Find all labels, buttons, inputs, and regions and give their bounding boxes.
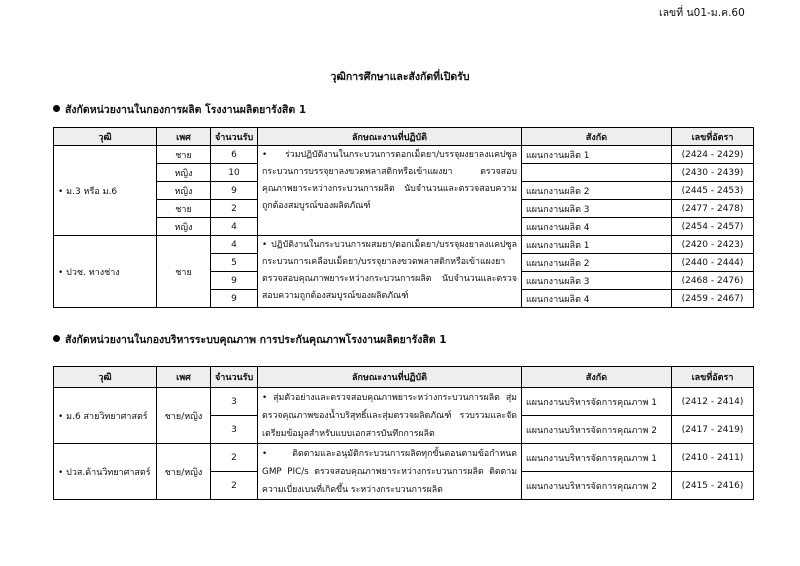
header-unit: สังกัด (522, 367, 672, 388)
qualification-cell: • ปวส.ด้านวิทยาศาสตร์ (54, 444, 157, 500)
table-header-row (54, 128, 754, 146)
rate-cell: (2412 - 2414) (672, 388, 754, 416)
duties-cell: • สุ่มตัวอย่างและตรวจสอบคุณภาพยาระหว่างกระบวนการผลิต สุ่มตรวจคุณภาพของน้ำบริสุทธิ์และสุ่มตรวจผลิตภัณฑ์ รวบรวมและจัดเตรียมข้อมูลสำหรับแบบเอกสารบันทึกการผลิต (258, 388, 522, 444)
table-row (54, 444, 754, 472)
gender-cell: ชาย (157, 236, 211, 308)
count-cell: 10 (211, 164, 258, 182)
table-row (54, 146, 754, 164)
unit-cell: แผนกงานบริหารจัดการคุณภาพ 1 (522, 444, 672, 472)
header-gender: เพศ (157, 128, 211, 146)
rate-cell: (2420 - 2423) (672, 236, 754, 254)
header-count: จำนวนรับ (211, 128, 258, 146)
document-number: เลขที่ น01-ม.ค.60 (659, 7, 745, 19)
qualification-cell: • ม.6 สายวิทยาศาสตร์ (54, 388, 157, 444)
rate-cell: (2445 - 2453) (672, 182, 754, 200)
gender-cell: หญิง (157, 164, 211, 182)
section-2-heading (53, 331, 447, 348)
count-cell: 6 (211, 146, 258, 164)
count-cell: 2 (211, 472, 258, 500)
count-cell: 9 (211, 290, 258, 308)
header-gender: เพศ (157, 367, 211, 388)
rate-cell: (2415 - 2416) (672, 472, 754, 500)
gender-cell: ชาย/หญิง (157, 444, 211, 500)
rate-cell: (2417 - 2419) (672, 416, 754, 444)
rate-cell: (2459 - 2467) (672, 290, 754, 308)
header-qualification: วุฒิ (54, 128, 157, 146)
header-rate: เลขที่อัตรา (672, 128, 754, 146)
unit-cell (522, 164, 672, 182)
header-unit: สังกัด (522, 128, 672, 146)
count-cell: 4 (211, 218, 258, 236)
unit-cell: แผนกงานผลิต 4 (522, 290, 672, 308)
qualification-cell: • ม.3 หรือ ม.6 (54, 146, 157, 236)
header-rate: เลขที่อัตรา (672, 367, 754, 388)
count-cell: 2 (211, 444, 258, 472)
unit-cell: แผนกงานบริหารจัดการคุณภาพ 2 (522, 472, 672, 500)
section-2-heading-text: สังกัดหน่วยงานในกองบริหารระบบคุณภาพ การประกันคุณภาพโรงงานผลิตยารังสิต 1 (65, 334, 447, 346)
header-qualification: วุฒิ (54, 367, 157, 388)
unit-cell: แผนกงานบริหารจัดการคุณภาพ 1 (522, 388, 672, 416)
table-row (54, 236, 754, 254)
header-count: จำนวนรับ (211, 367, 258, 388)
rate-cell: (2477 - 2478) (672, 200, 754, 218)
unit-cell: แผนกงานผลิต 1 (522, 236, 672, 254)
page-title: วุฒิการศึกษาและสังกัดที่เปิดรับ (330, 71, 470, 83)
table-header-row (54, 367, 754, 388)
production-positions-table (53, 127, 754, 308)
gender-cell: หญิง (157, 182, 211, 200)
duties-cell: • ปฏิบัติงานในกระบวนการผสมยา/ตอกเม็ดยา/บรรจุผงยาลงแคปซูล กระบวนการเคลือบเม็ดยา/บรรจุยาลงขวดพลาสติกหรือเข้าแผงยาตรวจสอบคุณภาพยาระหว่างกระบวนการผลิต นับจำนวนและตรวจสอบความถูกต้องสมบูรณ์ของผลิตภัณฑ์ (258, 236, 522, 308)
gender-cell: ชาย (157, 146, 211, 164)
count-cell: 2 (211, 200, 258, 218)
count-cell: 3 (211, 388, 258, 416)
bullet-icon (53, 335, 60, 342)
header-duties: ลักษณะงานที่ปฏิบัติ (258, 367, 522, 388)
rate-cell: (2454 - 2457) (672, 218, 754, 236)
gender-cell: หญิง (157, 218, 211, 236)
unit-cell: แผนกงานผลิต 2 (522, 254, 672, 272)
unit-cell: แผนกงานผลิต 2 (522, 182, 672, 200)
rate-cell: (2424 - 2429) (672, 146, 754, 164)
gender-cell: ชาย/หญิง (157, 388, 211, 444)
bullet-icon (53, 105, 60, 112)
quality-positions-table (53, 366, 754, 500)
header-duties: ลักษณะงานที่ปฏิบัติ (258, 128, 522, 146)
rate-cell: (2468 - 2476) (672, 272, 754, 290)
count-cell: 9 (211, 182, 258, 200)
unit-cell: แผนกงานผลิต 4 (522, 218, 672, 236)
rate-cell: (2410 - 2411) (672, 444, 754, 472)
unit-cell: แผนกงานผลิต 3 (522, 200, 672, 218)
rate-cell: (2440 - 2444) (672, 254, 754, 272)
count-cell: 5 (211, 254, 258, 272)
unit-cell: แผนกงานบริหารจัดการคุณภาพ 2 (522, 416, 672, 444)
unit-cell: แผนกงานผลิต 1 (522, 146, 672, 164)
count-cell: 3 (211, 416, 258, 444)
table-row (54, 388, 754, 416)
gender-cell: ชาย (157, 200, 211, 218)
count-cell: 9 (211, 272, 258, 290)
count-cell: 4 (211, 236, 258, 254)
qualification-cell: • ปวช. ทางช่าง (54, 236, 157, 308)
rate-cell: (2430 - 2439) (672, 164, 754, 182)
section-1-heading-text: สังกัดหน่วยงานในกองการผลิต โรงงานผลิตยารังสิต 1 (65, 104, 307, 116)
duties-cell: • ติดตามและอนุมัติกระบวนการผลิตทุกขั้นตอนตามข้อกำหนด GMP PIC/s ตรวจสอบคุณภาพยาระหว่างกระบวนการผลิต ติดตามความเบี่ยงเบนที่เกิดขึ้น ระหว่างกระบวนการผลิต (258, 444, 522, 500)
section-1-heading (53, 101, 306, 118)
unit-cell: แผนกงานผลิต 3 (522, 272, 672, 290)
duties-cell: • ร่วมปฏิบัติงานในกระบวนการตอกเม็ดยา/บรรจุผงยาลงแคปซูล กระบวนการบรรจุยาลงขวดพลาสติกหรือเข้าแผงยา ตรวจสอบคุณภาพยาระหว่างกระบวนการผลิต นับจำนวนและตรวจสอบความถูกต้องสมบูรณ์ของผลิตภัณฑ์ (258, 146, 522, 236)
